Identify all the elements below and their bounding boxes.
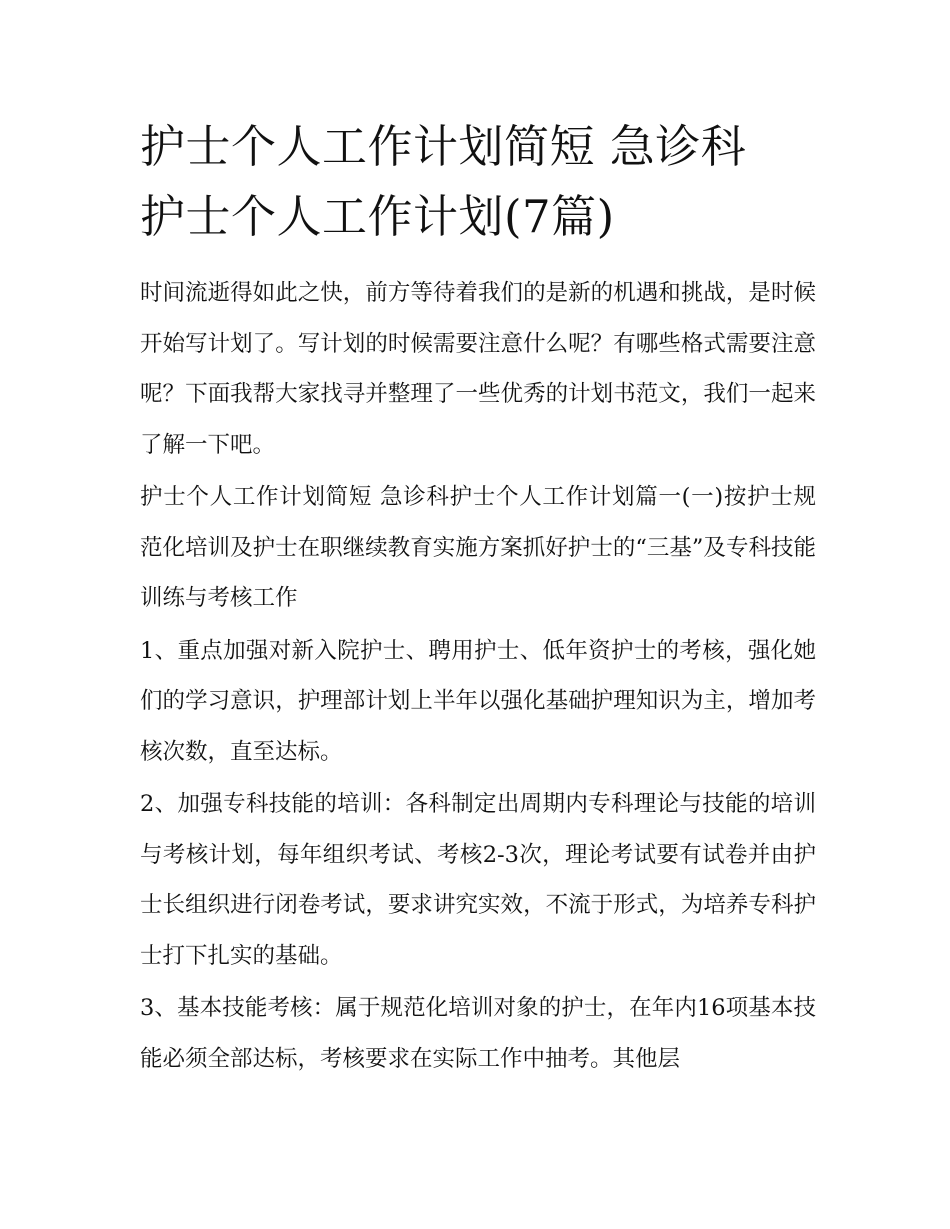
document-content: [140, 112, 816, 1086]
document-title-line-1: 护士个人工作计划简短 急诊科: [140, 120, 747, 173]
document-body: [140, 268, 816, 1084]
section-heading-paragraph: 护士个人工作计划简短 急诊科护士个人工作计划篇一(一)按护士规范化培训及护士在职继续教育实施方案抓好护士的“三基”及专科技能训练与考核工作: [140, 484, 816, 611]
document-title: [140, 112, 816, 252]
list-item-2-paragraph: 2、加强专科技能的培训：各科制定出周期内专科理论与技能的培训与考核计划，每年组织考试、考核2-3次，理论考试要有试卷并由护士长组织进行闭卷考试，要求讲究实效，不流于形式，为培养专科护士打下扎实的基础。: [140, 791, 816, 969]
list-item-1-paragraph: 1、重点加强对新入院护士、聘用护士、低年资护士的考核，强化她们的学习意识，护理部计划上半年以强化基础护理知识为主，增加考核次数，直至达标。: [140, 637, 816, 765]
intro-paragraph: 时间流逝得如此之快，前方等待着我们的是新的机遇和挑战，是时候开始写计划了。写计划的时候需要注意什么呢？有哪些格式需要注意呢？下面我帮大家找寻并整理了一些优秀的计划书范文，我们一起来了解一下吧。: [140, 280, 816, 458]
document-title-line-2: 护士个人工作计划(7篇): [140, 190, 615, 243]
list-item-3-paragraph: 3、基本技能考核：属于规范化培训对象的护士，在年内16项基本技能必须全部达标，考核要求在实际工作中抽考。其他层: [140, 995, 816, 1072]
